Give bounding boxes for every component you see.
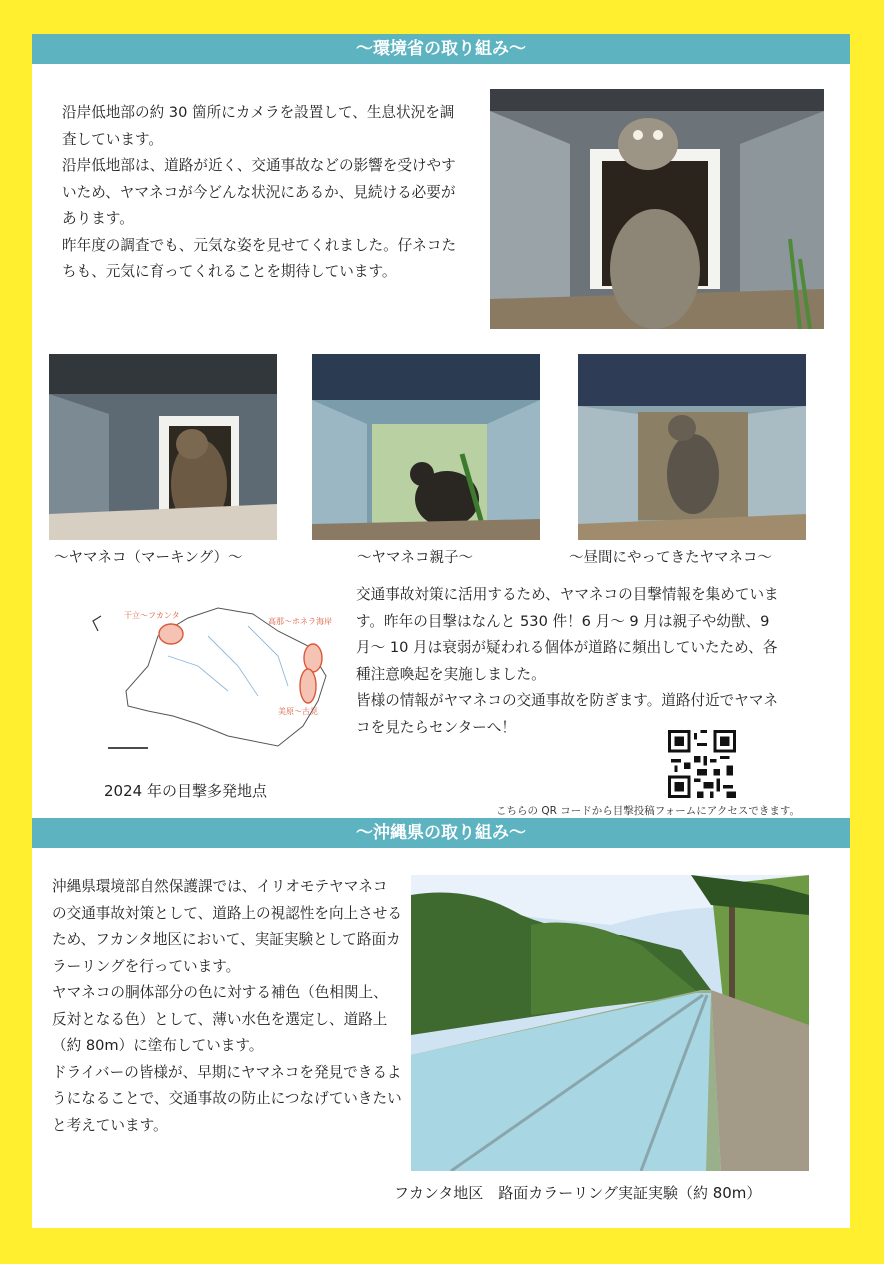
sightings-paragraph: 皆様の情報がヤマネコの交通事故を防ぎます。道路付近でヤマネコを見たらセンターへ！	[356, 692, 779, 736]
photo-caption: 〜昼間にやってきたヤマネコ〜	[569, 550, 772, 566]
road-coloring-photo	[411, 875, 809, 1171]
okinawa-text	[52, 874, 402, 1139]
intro-paragraph: 沿岸低地部は、道路が近く、交通事故などの影響を受けやすいため、ヤマネコが今どんな状況にあるか、見続ける必要があります。	[62, 157, 456, 227]
section-banner-moe	[32, 34, 850, 64]
camera-trap-photo-daytime	[578, 354, 806, 540]
section-banner-okinawa	[32, 818, 850, 848]
map-caption: 2024 年の目撃多発地点	[104, 782, 267, 800]
camera-trap-photo-parent-child	[312, 354, 540, 540]
sighting-map	[78, 596, 340, 764]
photo-caption: 〜ヤマネコ（マーキング）〜	[54, 550, 243, 566]
intro-paragraph: 沿岸低地部の約 30 箇所にカメラを設置して、生息状況を調査しています。	[62, 104, 455, 148]
okinawa-paragraph: 沖縄県環境部自然保護課では、イリオモテヤマネコの交通事故対策として、道路上の視認性を向上させるため、フカンタ地区において、実証実験として路面カラーリングを行っています。	[52, 878, 402, 975]
section-title: 〜環境省の取り組み〜	[356, 39, 526, 59]
section-title: 〜沖縄県の取り組み〜	[356, 823, 526, 843]
camera-trap-photo-marking	[49, 354, 277, 540]
okinawa-paragraph: ヤマネコの胴体部分の色に対する補色（色相関上、反対となる色）として、薄い水色を選定し、道路上（約 80m）に塗布しています。	[52, 984, 388, 1054]
road-photo-caption: フカンタ地区 路面カラーリング実証実験（約 80m）	[394, 1184, 762, 1202]
photo-caption: 〜ヤマネコ親子〜	[357, 550, 473, 566]
intro-paragraph: 昨年度の調査でも、元気な姿を見せてくれました。仔ネコたちも、元気に育ってくれることを期待しています。	[62, 236, 457, 280]
qr-note: こちらの QR コードから目撃投稿フォームにアクセスできます。	[496, 805, 801, 817]
sightings-paragraph: 交通事故対策に活用するため、ヤマネコの目撃情報を集めています。昨年の目撃はなんと 530 件！6 月〜 9 月は親子や幼獣、9 月〜 10 月は衰弱が疑われる個体が道路に頻出していたため、各種注意喚起を実施しました。	[356, 586, 779, 683]
intro-text	[62, 100, 468, 286]
qr-code[interactable]	[668, 730, 736, 798]
sightings-text	[356, 582, 786, 741]
camera-trap-photo-main	[490, 89, 824, 329]
map-label: 美原〜古見	[278, 707, 318, 716]
map-label: 高那〜ホネラ海岸	[268, 617, 332, 626]
map-label: 干立〜フカンタ	[124, 611, 180, 620]
okinawa-paragraph: ドライバーの皆様が、早期にヤマネコを発見できるようになることで、交通事故の防止につなげていきたいと考えています。	[52, 1063, 402, 1134]
